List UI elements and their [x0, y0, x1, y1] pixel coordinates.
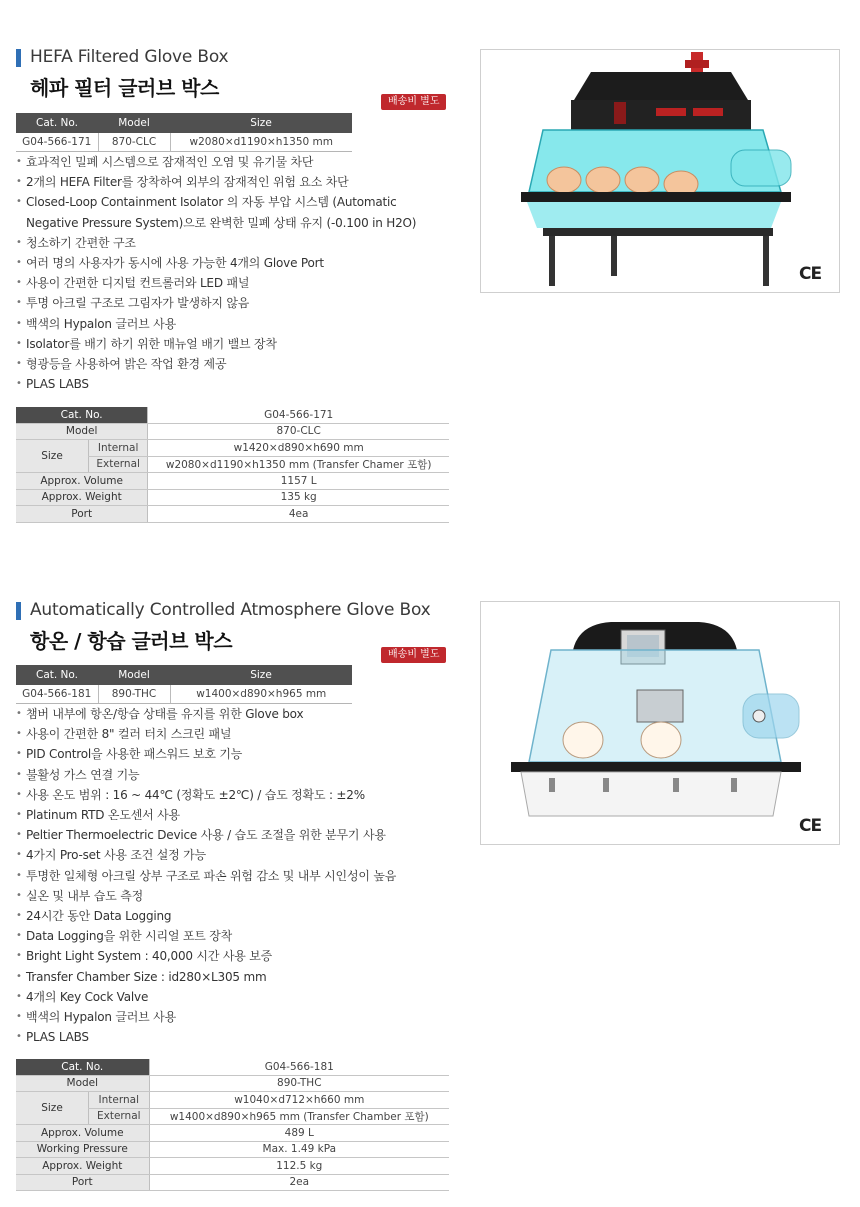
summary-size: w2080×d1190×h1350 mm [170, 133, 352, 152]
shipping-badge: 배송비 별도 [381, 647, 446, 663]
feature-item: • 투명한 일체형 아크릴 상부 구조로 파손 위험 감소 및 내부 시인성이 높음 [16, 866, 396, 886]
detail-port: 2ea [149, 1174, 449, 1191]
ce-mark: CE [799, 264, 822, 284]
feature-item: • 사용 온도 범위 : 16 ~ 44℃ (정확도 ±2℃) / 습도 정확도 : ±2% [16, 785, 396, 805]
feature-item: • PID Control을 사용한 패스워드 보호 기능 [16, 744, 396, 764]
summary-cat-no: G04-566-181 [16, 685, 98, 704]
detail-label-pressure: Working Pressure [16, 1141, 149, 1158]
product-section-hefa [0, 0, 860, 560]
detail-label-model: Model [16, 423, 148, 440]
product-title-en: Automatically Controlled Atmosphere Glove Box [30, 600, 431, 620]
summary-model: 890-THC [98, 685, 170, 704]
detail-external: w2080×d1190×h1350 mm (Transfer Chamer 포함) [148, 456, 449, 473]
feature-item: • 24시간 동안 Data Logging [16, 906, 396, 926]
summary-cat-no: G04-566-171 [16, 133, 98, 152]
detail-label-size: Size [16, 1092, 89, 1125]
feature-list [16, 704, 396, 1047]
summary-header-cat-no: Cat. No. [16, 665, 98, 685]
feature-item: • 4개의 Key Cock Valve [16, 987, 396, 1007]
detail-label-cat-no: Cat. No. [16, 1059, 149, 1075]
detail-label-port: Port [16, 1174, 149, 1191]
detail-cat-no: G04-566-181 [149, 1059, 449, 1075]
hefa-glove-box-illustration [481, 50, 839, 292]
detail-label-cat-no: Cat. No. [16, 407, 148, 423]
feature-item: • 2개의 HEFA Filter를 장착하여 외부의 잠재적인 위험 요소 차단 [16, 172, 416, 192]
summary-header-model: Model [98, 665, 170, 685]
feature-item: • 사용이 간편한 디지털 컨트롤러와 LED 패널 [16, 273, 416, 293]
summary-size: w1400×d890×h965 mm [170, 685, 352, 704]
detail-label-model: Model [16, 1075, 149, 1092]
atmosphere-glove-box-illustration [481, 602, 839, 844]
feature-item: • PLAS LABS [16, 374, 416, 394]
product-title-ko: 헤파 필터 글러브 박스 [30, 76, 219, 100]
summary-model: 870-CLC [98, 133, 170, 152]
shipping-badge: 배송비 별도 [381, 94, 446, 110]
feature-item: • 사용이 간편한 8" 컬러 터치 스크린 패널 [16, 724, 396, 744]
detail-label-size: Size [16, 440, 89, 473]
feature-item: • 4가지 Pro-set 사용 조건 설정 가능 [16, 845, 396, 865]
detail-label-volume: Approx. Volume [16, 1125, 149, 1142]
feature-item: • 백색의 Hypalon 글러브 사용 [16, 314, 416, 334]
detail-volume: 1157 L [148, 473, 449, 490]
detail-label-external: External [89, 1108, 150, 1125]
feature-item: • PLAS LABS [16, 1027, 396, 1047]
product-title-en: HEFA Filtered Glove Box [30, 47, 229, 67]
detail-internal: w1040×d712×h660 mm [149, 1092, 449, 1109]
detail-weight: 135 kg [148, 489, 449, 506]
product-title-ko: 항온 / 항습 글러브 박스 [30, 629, 233, 653]
detail-volume: 489 L [149, 1125, 449, 1142]
section-title-bar [16, 602, 21, 620]
summary-table [16, 113, 352, 152]
feature-item: • Platinum RTD 온도센서 사용 [16, 805, 396, 825]
ce-mark: CE [799, 816, 822, 836]
detail-internal: w1420×d890×h690 mm [148, 440, 449, 457]
summary-header-cat-no: Cat. No. [16, 113, 98, 133]
detail-table [16, 407, 449, 523]
summary-header-model: Model [98, 113, 170, 133]
product-photo-atmosphere [480, 601, 840, 845]
detail-weight: 112.5 kg [149, 1158, 449, 1175]
feature-item: • 실온 및 내부 습도 측정 [16, 886, 396, 906]
summary-header-size: Size [170, 665, 352, 685]
feature-item: • Peltier Thermoelectric Device 사용 / 습도 조절을 위한 분무기 사용 [16, 825, 396, 845]
feature-item: • 형광등을 사용하여 밝은 작업 환경 제공 [16, 354, 416, 374]
detail-table [16, 1059, 449, 1191]
feature-item: • 청소하기 간편한 구조 [16, 233, 416, 253]
detail-label-external: External [89, 456, 148, 473]
detail-label-weight: Approx. Weight [16, 1158, 149, 1175]
feature-list [16, 152, 416, 394]
detail-label-volume: Approx. Volume [16, 473, 148, 490]
section-title-bar [16, 49, 21, 67]
feature-item: • Transfer Chamber Size : id280×L305 mm [16, 967, 396, 987]
feature-item: • Data Logging을 위한 시리얼 포트 장착 [16, 926, 396, 946]
feature-item: • 백색의 Hypalon 글러브 사용 [16, 1007, 396, 1027]
product-photo-hefa [480, 49, 840, 293]
summary-header-size: Size [170, 113, 352, 133]
summary-table [16, 665, 352, 704]
detail-external: w1400×d890×h965 mm (Transfer Chamber 포함) [149, 1108, 449, 1125]
feature-item: • Closed-Loop Containment Isolator 의 자동 부압 시스템 (Automatic [16, 192, 416, 212]
feature-item: • 불활성 가스 연결 기능 [16, 765, 396, 785]
feature-item: • 효과적인 밀폐 시스템으로 잠재적인 오염 및 유기물 차단 [16, 152, 416, 172]
feature-item-continuation: Negative Pressure System)으로 완벽한 밀폐 상태 유지 (-0.100 in H2O) [26, 215, 417, 230]
detail-model: 870-CLC [148, 423, 449, 440]
feature-item: • 여러 명의 사용자가 동시에 사용 가능한 4개의 Glove Port [16, 253, 416, 273]
detail-label-port: Port [16, 506, 148, 523]
detail-model: 890-THC [149, 1075, 449, 1092]
detail-pressure: Max. 1.49 kPa [149, 1141, 449, 1158]
detail-label-weight: Approx. Weight [16, 489, 148, 506]
feature-item: • 챔버 내부에 항온/항습 상태를 유지를 위한 Glove box [16, 704, 396, 724]
detail-port: 4ea [148, 506, 449, 523]
feature-item: • Bright Light System : 40,000 시간 사용 보증 [16, 946, 396, 966]
detail-label-internal: Internal [89, 440, 148, 457]
detail-label-internal: Internal [89, 1092, 150, 1109]
detail-cat-no: G04-566-171 [148, 407, 449, 423]
feature-item: • 투명 아크릴 구조로 그림자가 발생하지 않음 [16, 293, 416, 313]
feature-item: • Isolator를 배기 하기 위한 매뉴얼 배기 밸브 장착 [16, 334, 416, 354]
